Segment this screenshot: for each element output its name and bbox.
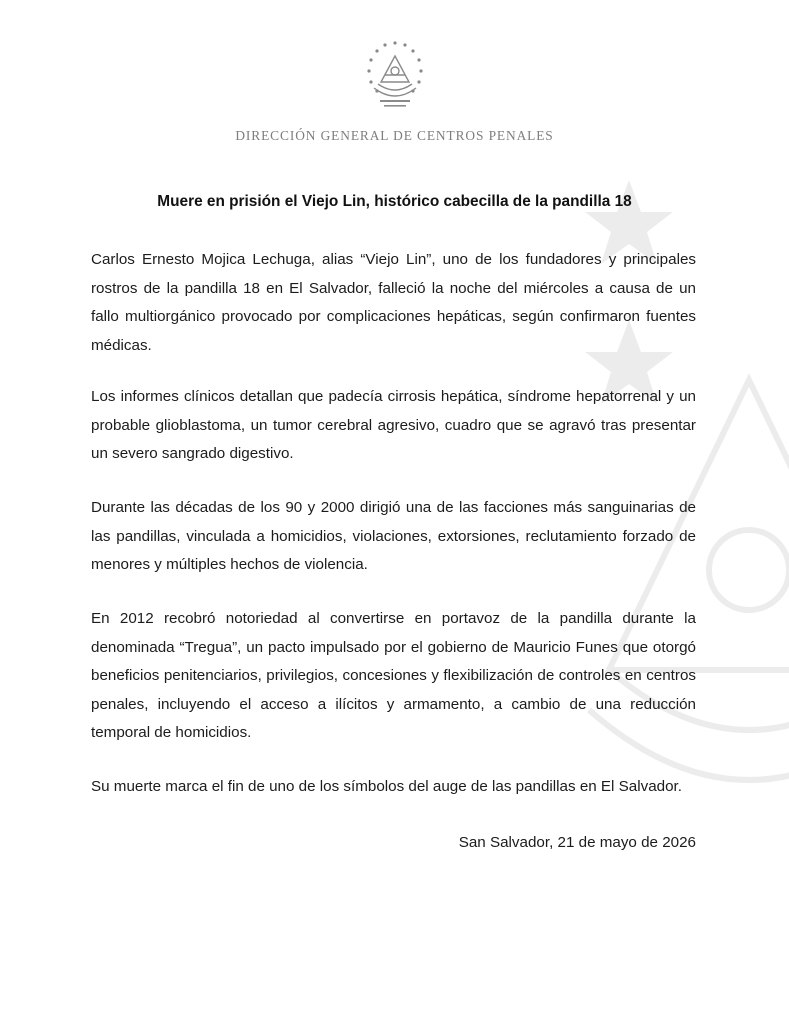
body-paragraph: En 2012 recobró notoriedad al convertirse en portavoz de la pandilla durante la denominada “Tregua”, un pacto impulsado por el gobierno de Mauricio Funes que otorgó beneficios penitenciarios, privilegios, concesiones y flexibilización de controles en centros penales, incluyendo el acceso a ilícitos y armamento, a cambio de una reducción temporal de homicidios.	[91, 610, 696, 742]
body-paragraph: Su muerte marca el fin de uno de los símbolos del auge de las pandillas en El Salvador.	[91, 778, 682, 795]
press-release-headline: Muere en prisión el Viejo Lin, histórico cabecilla de la pandilla 18	[157, 193, 632, 210]
institution-name: DIRECCIÓN GENERAL DE CENTROS PENALES	[235, 128, 554, 143]
dateline: San Salvador, 21 de mayo de 2026	[458, 834, 696, 851]
letterhead	[0, 40, 789, 144]
coat-of-arms-el-salvador-icon	[364, 40, 426, 112]
body-paragraph: Carlos Ernesto Mojica Lechuga, alias “Viejo Lin”, uno de los fundadores y principales rostros de la pandilla 18 en El Salvador, falleció la noche del miércoles a causa de un fallo multiorgánico provocado por complicaciones hepáticas, según confirmaron fuentes médicas.	[91, 251, 696, 354]
body-paragraph: Durante las décadas de los 90 y 2000 dirigió una de las facciones más sanguinarias de las pandillas, vinculada a homicidios, violaciones, extorsiones, reclutamiento forzado de menores y múltiples hechos de violencia.	[91, 499, 696, 574]
body-paragraph: Los informes clínicos detallan que padecía cirrosis hepática, síndrome hepatorrenal y un probable glioblastoma, un tumor cerebral agresivo, cuadro que se agravó tras presentar un severo sangrado digestivo.	[91, 388, 696, 463]
